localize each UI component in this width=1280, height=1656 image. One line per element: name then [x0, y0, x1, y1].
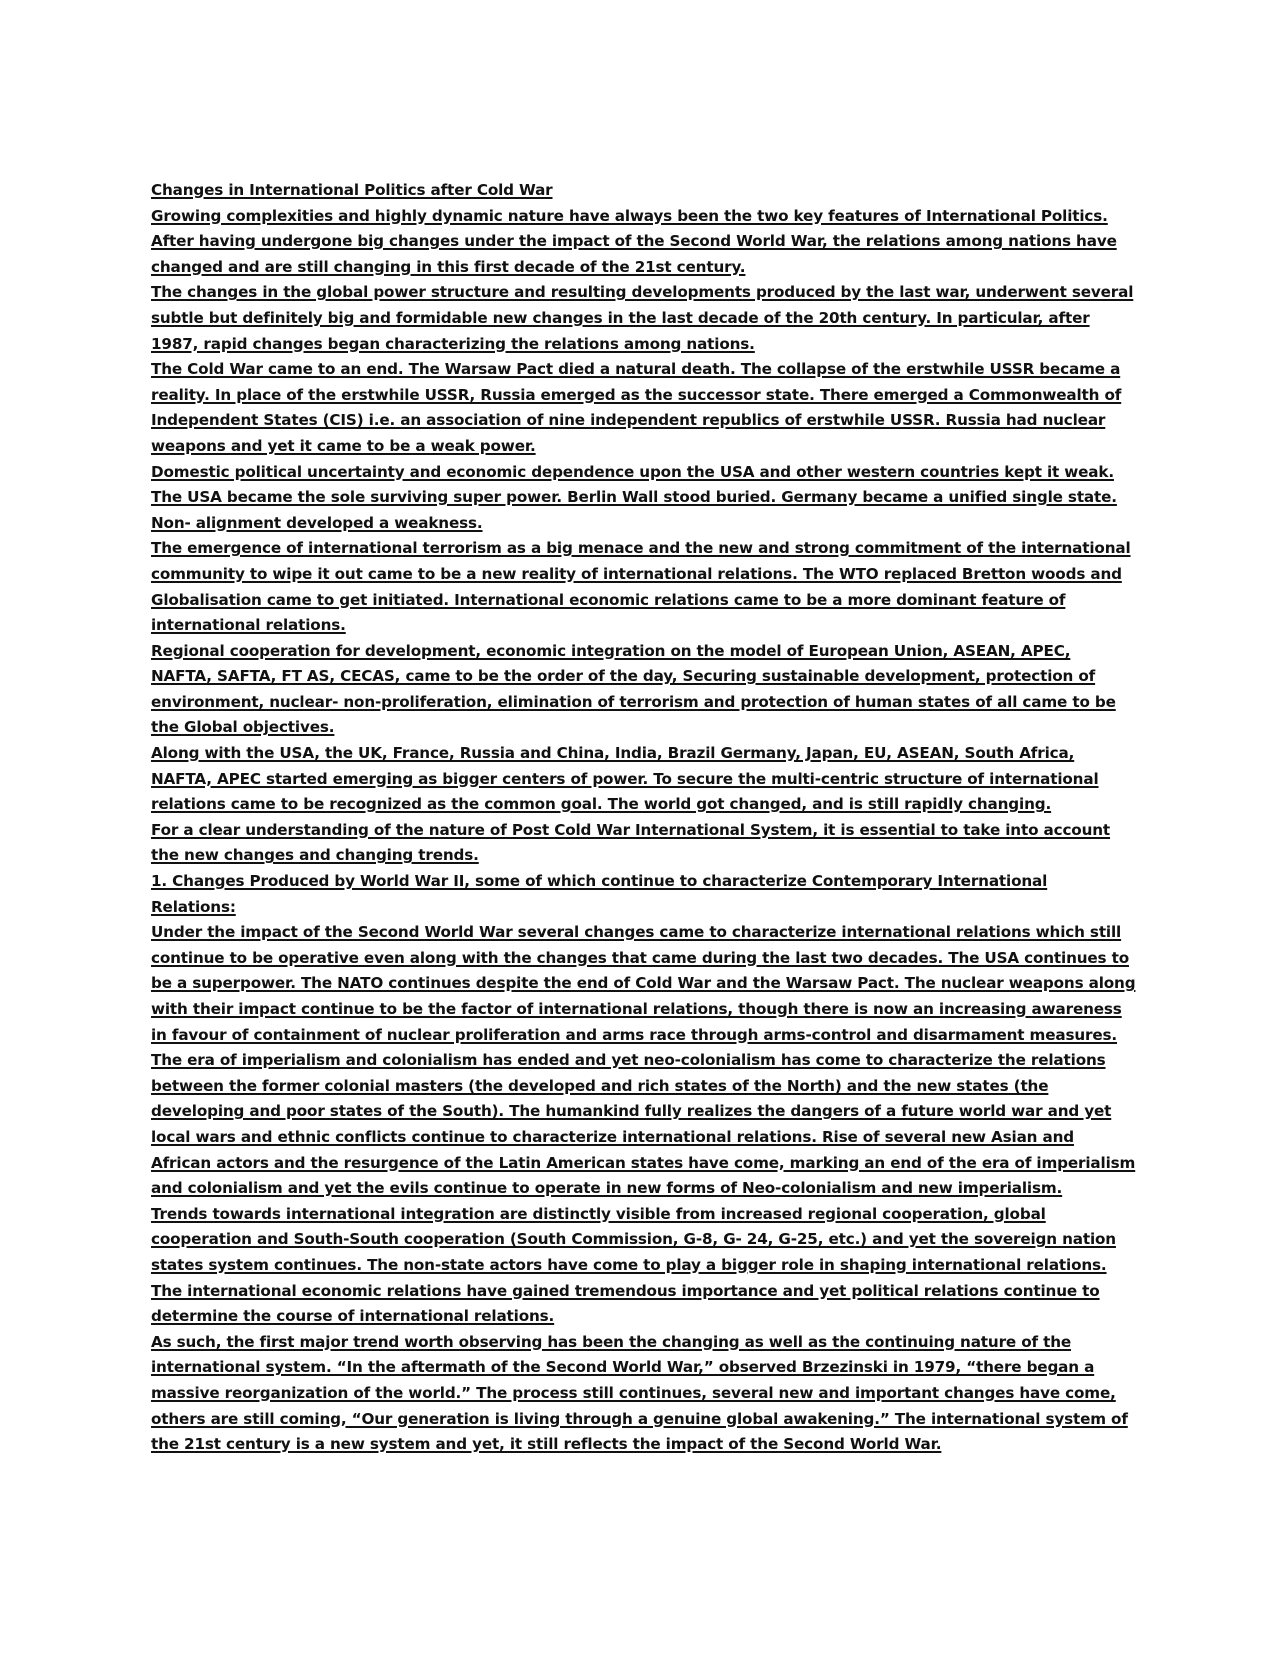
- document-title: Changes in International Politics after Cold War: [151, 181, 553, 199]
- paragraph: Regional cooperation for development, economic integration on the model of European Union, ASEAN, APEC, NAFTA, SAFTA, FT AS, CECAS, came to be the order of the day, Securing sustainable development, protection of environment, nuclear- non-proliferation, elimination of terrorism and protection of human states of all came to be the Global objectives.: [151, 641, 1116, 737]
- paragraph: For a clear understanding of the nature of Post Cold War International System, it is essential to take into account the new changes and changing trends.: [151, 820, 1111, 865]
- paragraph: The era of imperialism and colonialism has ended and yet neo-colonialism has come to characterize the relations between the former colonial masters (the developed and rich states of the North) and the new states (the developing and poor states of the South). The humankind fully realizes the dangers of a future world war and yet local wars and ethnic conflicts continue to characterize international relations. Rise of several new Asian and African actors and the resurgence of the Latin American states have come, marking an end of the era of imperialism and colonialism and yet the evils continue to operate in new forms of Neo-colonialism and new imperialism.: [151, 1051, 1136, 1198]
- paragraph: Under the impact of the Second World War several changes came to characterize international relations which still continue to be operative even along with the changes that came during the last two decades. The USA continues to be a superpower. The NATO continues despite the end of Cold War and the Warsaw Pact. The nuclear weapons along with their impact continue to be the factor of international relations, though there is now an increasing awareness in favour of containment of nuclear proliferation and arms race through arms-control and disarmament measures.: [151, 923, 1136, 1044]
- paragraph: The emergence of international terrorism as a big menace and the new and strong commitment of the international community to wipe it out came to be a new reality of international relations. The WTO replaced Bretton woods and Globalisation came to get initiated. International economic relations came to be a more dominant feature of international relations.: [151, 539, 1131, 635]
- section-heading: 1. Changes Produced by World War II, some of which continue to characterize Contemporary International Relations:: [151, 872, 1048, 916]
- paragraph: The changes in the global power structure and resulting developments produced by the last war, underwent several subtle but definitely big and formidable new changes in the last decade of the 20th century. In particular, after 1987, rapid changes began characterizing the relations among nations.: [151, 283, 1134, 353]
- paragraph: The Cold War came to an end. The Warsaw Pact died a natural death. The collapse of the erstwhile USSR became a reality. In place of the erstwhile USSR, Russia emerged as the successor state. There emerged a Commonwealth of Independent States (CIS) i.e. an association of nine independent republics of erstwhile USSR. Russia had nuclear weapons and yet it came to be a weak power.: [151, 360, 1122, 455]
- paragraph: Growing complexities and highly dynamic nature have always been the two key features of International Politics. After having undergone big changes under the impact of the Second World War, the relations among nations have changed and are still changing in this first decade of the 21st century.: [151, 206, 1117, 276]
- paragraph: Domestic political uncertainty and economic dependence upon the USA and other western countries kept it weak. The USA became the sole surviving super power. Berlin Wall stood buried. Germany became a unified single state. Non- alignment developed a weakness.: [151, 462, 1117, 532]
- paragraph: Trends towards international integration are distinctly visible from increased regional cooperation, global cooperation and South-South cooperation (South Commission, G-8, G- 24, G-25, etc.) and yet the sovereign nation states system continues. The non-state actors have come to play a bigger role in shaping international relations. The international economic relations have gained tremendous importance and yet political relations continue to determine the course of international relations.: [151, 1204, 1116, 1326]
- document-body: [151, 178, 1136, 1458]
- paragraph: Along with the USA, the UK, France, Russia and China, India, Brazil Germany, Japan, EU, ASEAN, South Africa, NAFTA, APEC started emerging as bigger centers of power. To secure the multi-centric structure of international relations came to be recognized as the common goal. The world got changed, and is still rapidly changing.: [151, 744, 1099, 814]
- paragraph: As such, the first major trend worth observing has been the changing as well as the continuing nature of the international system. “In the aftermath of the Second World War,” observed Brzezinski in 1979, “there began a massive reorganization of the world.” The process still continues, several new and important changes have come, others are still coming, “Our generation is living through a genuine global awakening.” The international system of the 21st century is a new system and yet, it still reflects the impact of the Second World War.: [151, 1332, 1128, 1454]
